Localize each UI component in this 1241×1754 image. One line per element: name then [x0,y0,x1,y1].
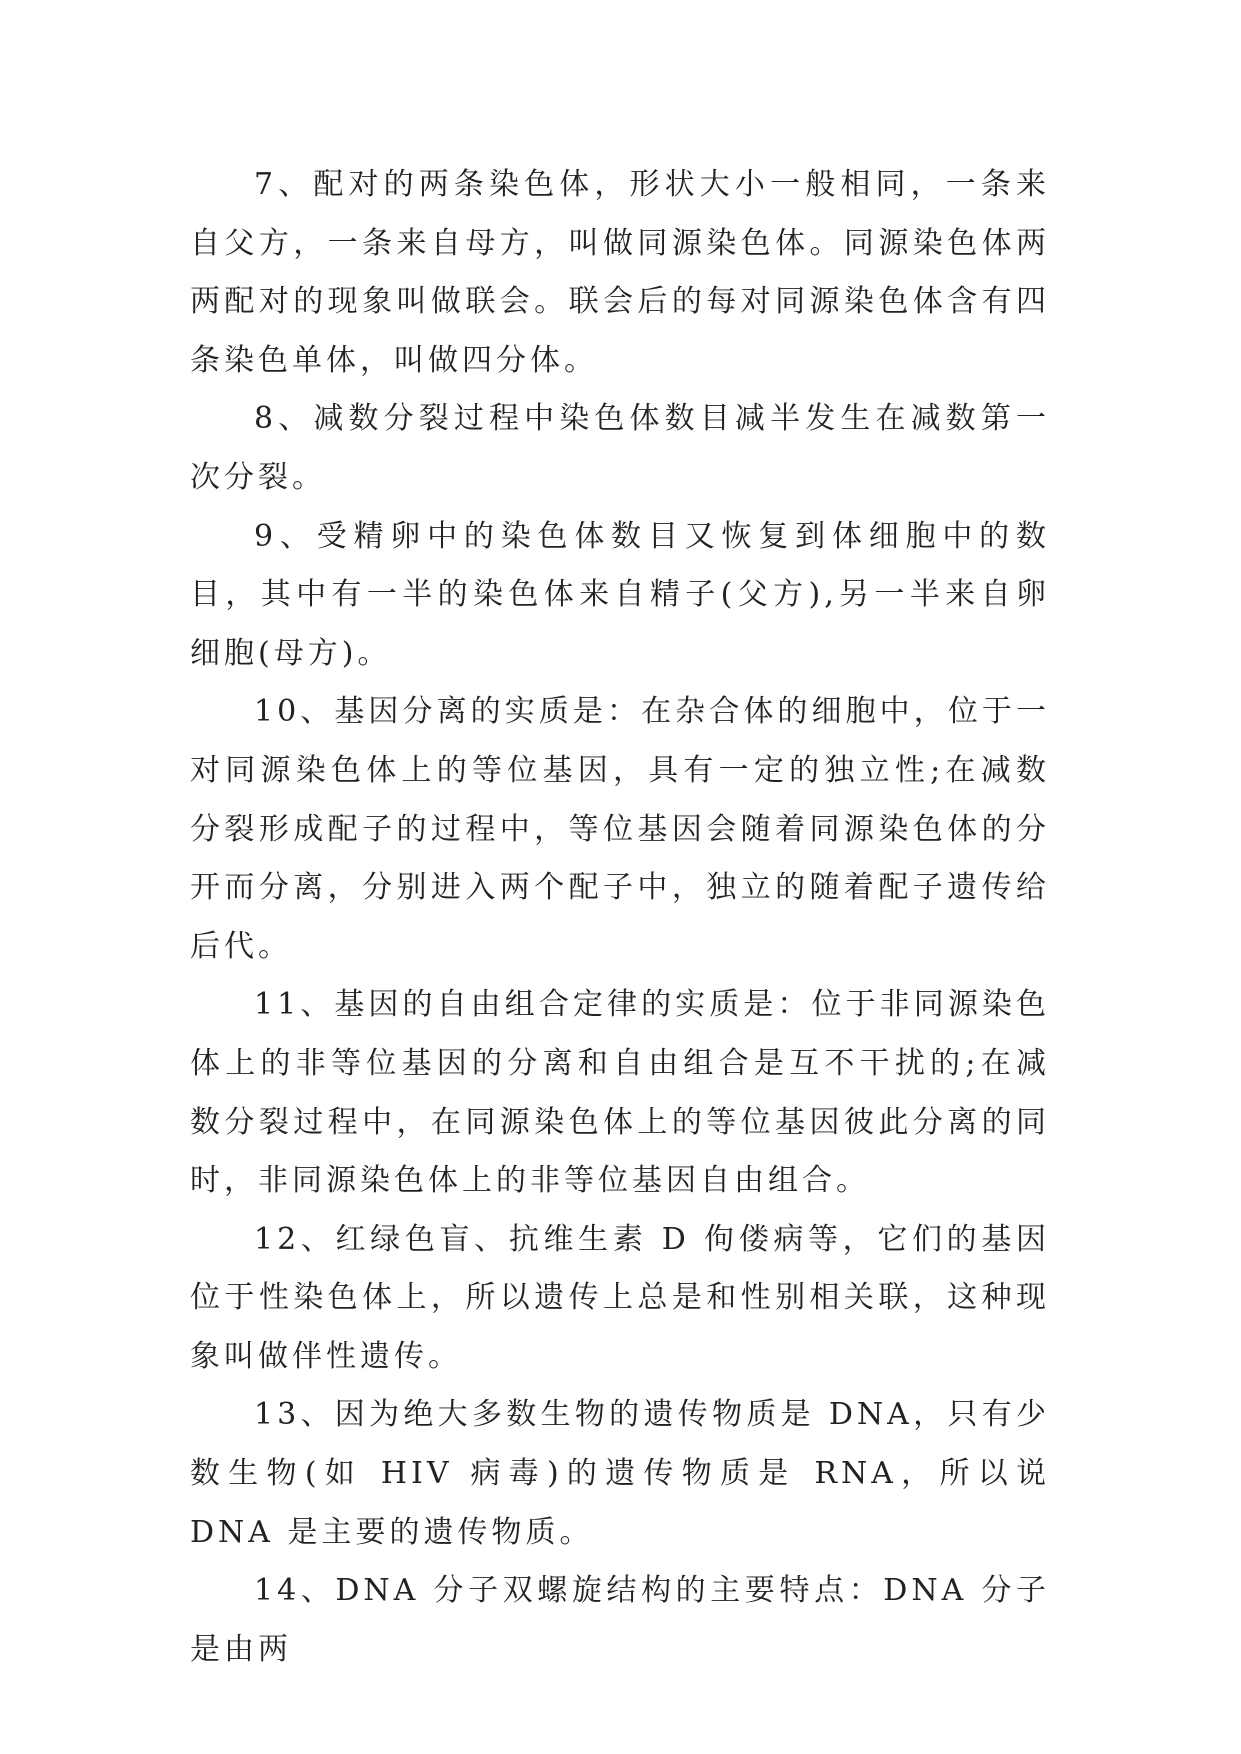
paragraph-9: 9、受精卵中的染色体数目又恢复到体细胞中的数目，其中有一半的染色体来自精子(父方),另一半来自卵细胞(母方)。 [190,518,1050,671]
paragraph-13: 13、因为绝大多数生物的遗传物质是 DNA，只有少数生物(如 HIV 病毒)的遗传物质是 RNA，所以说 DNA 是主要的遗传物质。 [190,1397,1050,1550]
paragraph-8: 8、减数分裂过程中染色体数目减半发生在减数第一次分裂。 [190,401,1050,495]
paragraph-14: 14、DNA 分子双螺旋结构的主要特点：DNA 分子是由两 [190,1573,1050,1667]
paragraph-10: 10、基因分离的实质是：在杂合体的细胞中，位于一对同源染色体上的等位基因，具有一定的独立性;在减数分裂形成配子的过程中，等位基因会随着同源染色体的分开而分离，分别进入两个配子中，独立的随着配子遗传给后代。 [190,694,1050,964]
document-body [190,156,1050,1679]
paragraph-12: 12、红绿色盲、抗维生素 D 佝偻病等，它们的基因位于性染色体上，所以遗传上总是和性别相关联，这种现象叫做伴性遗传。 [190,1221,1050,1374]
paragraph-11: 11、基因的自由组合定律的实质是：位于非同源染色体上的非等位基因的分离和自由组合是互不干扰的;在减数分裂过程中，在同源染色体上的等位基因彼此分离的同时，非同源染色体上的非等位基因自由组合。 [190,987,1050,1199]
paragraph-7: 7、配对的两条染色体，形状大小一般相同，一条来自父方，一条来自母方，叫做同源染色体。同源染色体两两配对的现象叫做联会。联会后的每对同源染色体含有四条染色单体，叫做四分体。 [190,167,1050,378]
